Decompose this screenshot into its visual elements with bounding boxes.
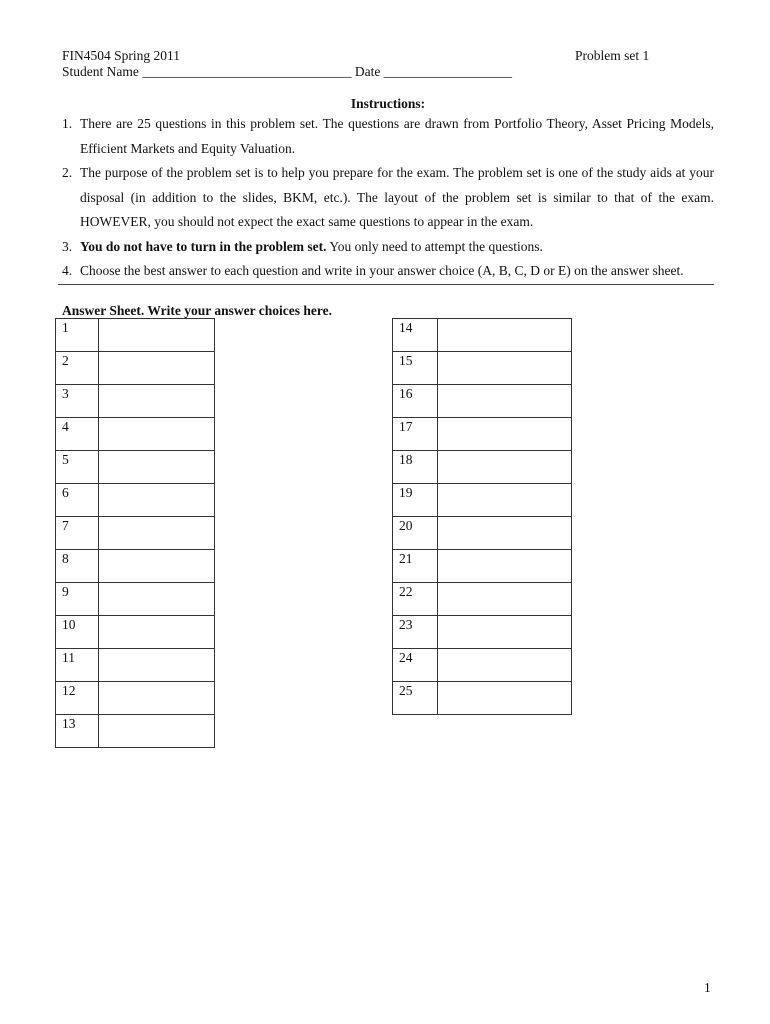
answer-box[interactable] bbox=[99, 418, 215, 451]
page-number: 1 bbox=[704, 980, 711, 995]
instruction-text: The purpose of the problem set is to help you prepare for the exam. The problem set is one of the study aids at your disposal (in addition to the slides, BKM, etc.). The layout of the problem set is similar to that of the exam. HOWEVER, you should not expect the exact same questions to appear in the exam. bbox=[80, 165, 714, 229]
instruction-item-3 bbox=[62, 235, 714, 260]
instruction-item-4 bbox=[62, 259, 714, 284]
question-number: 8 bbox=[56, 550, 99, 583]
answer-row bbox=[393, 385, 572, 418]
problem-set-title: Problem set 1 bbox=[575, 48, 650, 63]
answer-table-left bbox=[55, 318, 215, 748]
answer-row bbox=[56, 550, 215, 583]
answer-row bbox=[393, 517, 572, 550]
question-number: 14 bbox=[393, 319, 438, 352]
answer-box[interactable] bbox=[438, 451, 572, 484]
question-number: 25 bbox=[393, 682, 438, 715]
answer-box[interactable] bbox=[438, 418, 572, 451]
question-number: 18 bbox=[393, 451, 438, 484]
answer-row bbox=[56, 451, 215, 484]
answer-box[interactable] bbox=[438, 385, 572, 418]
question-number: 6 bbox=[56, 484, 99, 517]
answer-box[interactable] bbox=[99, 649, 215, 682]
question-number: 11 bbox=[56, 649, 99, 682]
course-title: FIN4504 Spring 2011 bbox=[62, 48, 181, 63]
answer-row bbox=[56, 385, 215, 418]
question-number: 23 bbox=[393, 616, 438, 649]
answer-box[interactable] bbox=[99, 583, 215, 616]
answer-box[interactable] bbox=[99, 451, 215, 484]
question-number: 12 bbox=[56, 682, 99, 715]
answer-box[interactable] bbox=[99, 616, 215, 649]
answer-box[interactable] bbox=[99, 517, 215, 550]
instruction-text: There are 25 questions in this problem set. The questions are drawn from Portfolio Theory, Asset Pricing Models, Efficient Markets and Equity Valuation. bbox=[80, 116, 714, 156]
answer-box[interactable] bbox=[99, 385, 215, 418]
answer-row bbox=[56, 616, 215, 649]
question-number: 1 bbox=[56, 319, 99, 352]
answer-row bbox=[393, 550, 572, 583]
question-number: 15 bbox=[393, 352, 438, 385]
answer-box[interactable] bbox=[438, 517, 572, 550]
instructions-list bbox=[62, 112, 714, 284]
answer-row bbox=[56, 649, 215, 682]
answer-box[interactable] bbox=[438, 583, 572, 616]
answer-row bbox=[393, 418, 572, 451]
answer-row bbox=[56, 484, 215, 517]
question-number: 16 bbox=[393, 385, 438, 418]
answer-box[interactable] bbox=[438, 616, 572, 649]
question-number: 4 bbox=[56, 418, 99, 451]
question-number: 19 bbox=[393, 484, 438, 517]
question-number: 17 bbox=[393, 418, 438, 451]
instructions-heading: Instructions: bbox=[350, 96, 426, 111]
question-number: 24 bbox=[393, 649, 438, 682]
answer-row bbox=[56, 517, 215, 550]
question-number: 21 bbox=[393, 550, 438, 583]
question-number: 7 bbox=[56, 517, 99, 550]
instruction-item-2 bbox=[62, 161, 714, 235]
instruction-number: 1. bbox=[62, 116, 73, 131]
answer-box[interactable] bbox=[99, 682, 215, 715]
answer-row bbox=[56, 715, 215, 748]
question-number: 13 bbox=[56, 715, 99, 748]
answer-table-right bbox=[392, 318, 572, 715]
answer-sheet-heading: Answer Sheet. Write your answer choices here. bbox=[62, 303, 332, 318]
answer-row bbox=[393, 484, 572, 517]
answer-row bbox=[56, 583, 215, 616]
question-number: 3 bbox=[56, 385, 99, 418]
answer-row bbox=[393, 649, 572, 682]
question-number: 2 bbox=[56, 352, 99, 385]
question-number: 20 bbox=[393, 517, 438, 550]
instruction-number: 2. bbox=[62, 165, 73, 180]
section-divider bbox=[58, 284, 714, 285]
answer-box[interactable] bbox=[438, 550, 572, 583]
student-name-date-line: Student Name _______________________________ Date ___________________ bbox=[62, 64, 512, 79]
question-number: 5 bbox=[56, 451, 99, 484]
instruction-number: 3. bbox=[62, 238, 73, 254]
instruction-number: 4. bbox=[62, 263, 73, 278]
answer-row bbox=[56, 682, 215, 715]
answer-row bbox=[56, 418, 215, 451]
answer-row bbox=[56, 319, 215, 352]
answer-row bbox=[56, 352, 215, 385]
answer-box[interactable] bbox=[99, 352, 215, 385]
answer-box[interactable] bbox=[438, 649, 572, 682]
question-number: 10 bbox=[56, 616, 99, 649]
answer-box[interactable] bbox=[438, 484, 572, 517]
answer-row bbox=[393, 616, 572, 649]
answer-box[interactable] bbox=[99, 715, 215, 748]
answer-box[interactable] bbox=[438, 682, 572, 715]
answer-row bbox=[393, 583, 572, 616]
answer-box[interactable] bbox=[438, 352, 572, 385]
instruction-item-1 bbox=[62, 112, 714, 161]
answer-box[interactable] bbox=[99, 550, 215, 583]
answer-row bbox=[393, 451, 572, 484]
answer-box[interactable] bbox=[99, 484, 215, 517]
instruction-text: You only need to attempt the questions. bbox=[326, 238, 543, 254]
instruction-bold-text: You do not have to turn in the problem set. bbox=[80, 238, 327, 254]
answer-box[interactable] bbox=[99, 319, 215, 352]
question-number: 22 bbox=[393, 583, 438, 616]
answer-box[interactable] bbox=[438, 319, 572, 352]
answer-row bbox=[393, 319, 572, 352]
instruction-text: Choose the best answer to each question and write in your answer choice (A, B, C, D or E) on the answer sheet. bbox=[80, 263, 684, 278]
question-number: 9 bbox=[56, 583, 99, 616]
answer-row bbox=[393, 682, 572, 715]
answer-row bbox=[393, 352, 572, 385]
